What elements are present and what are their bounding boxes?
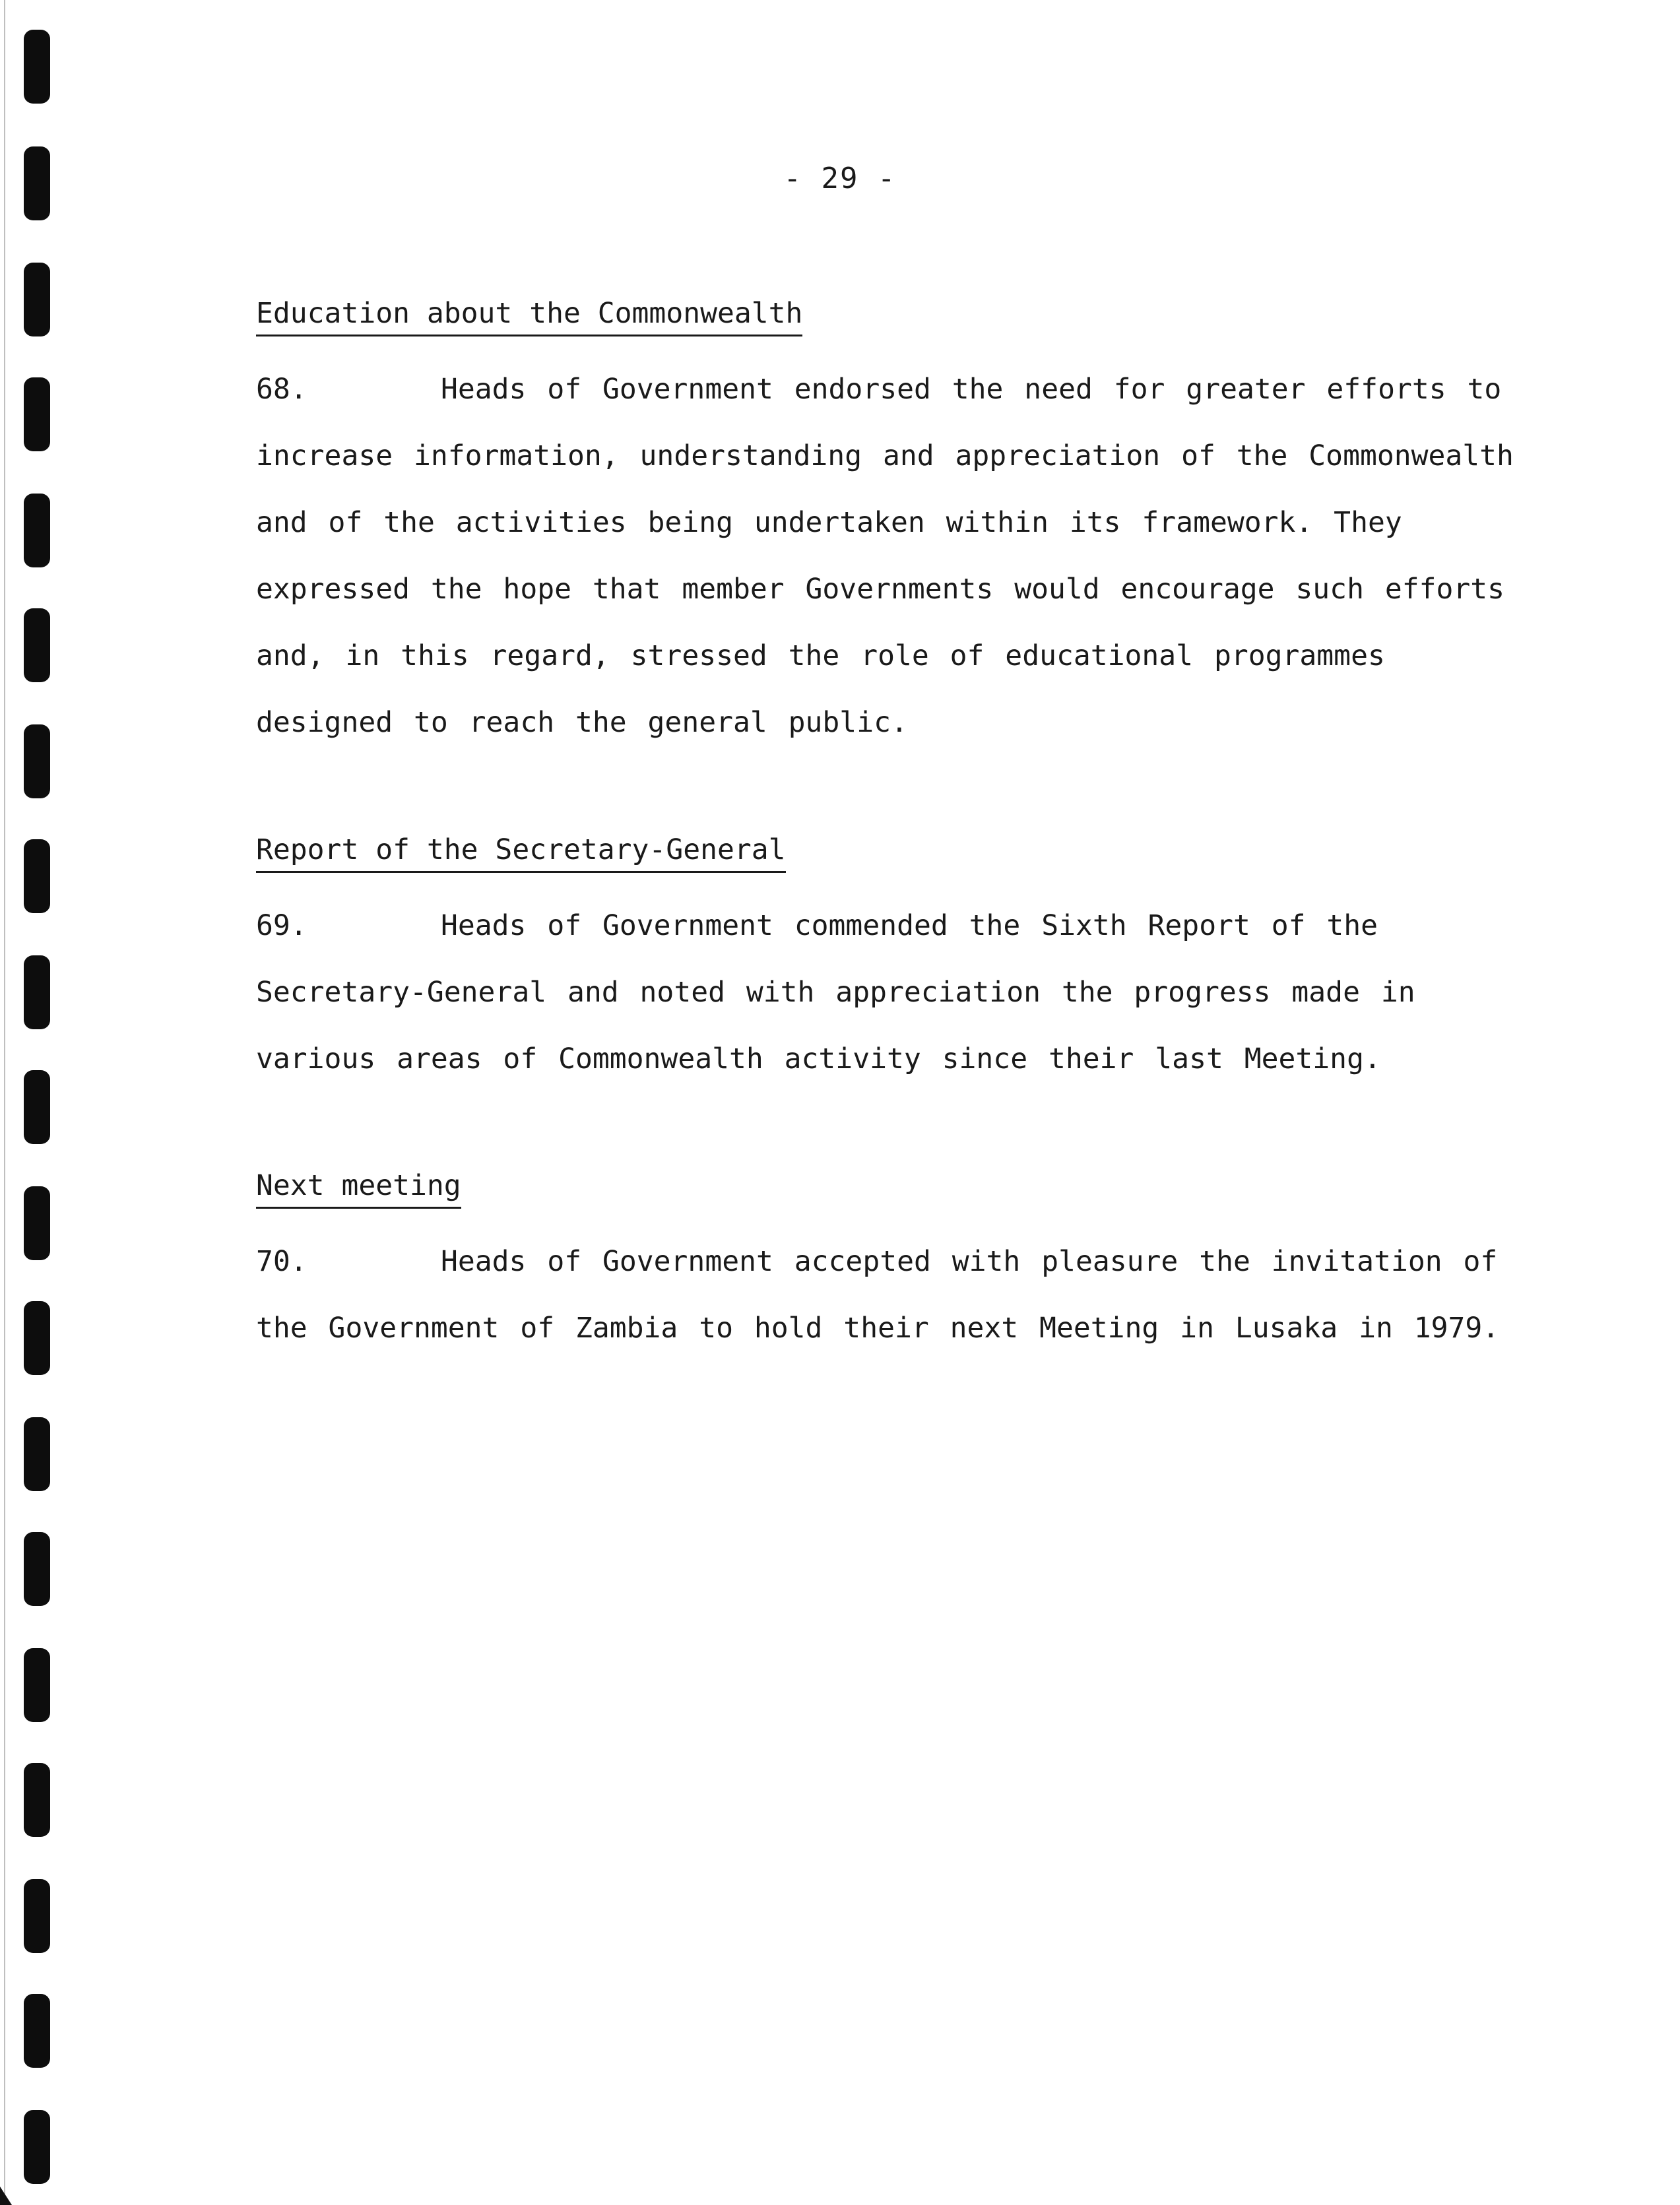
binding-hole <box>24 30 50 104</box>
binding-hole <box>24 1648 50 1722</box>
binding-hole <box>24 377 50 451</box>
paragraph <box>256 893 1536 1093</box>
binding-hole <box>24 955 50 1029</box>
paragraph-number: 68. <box>256 373 307 406</box>
binding-hole <box>24 1879 50 1953</box>
binding-hole <box>24 1532 50 1606</box>
page-number: - 29 - <box>783 162 897 195</box>
page-edge-line <box>4 0 5 2205</box>
binding-hole <box>24 839 50 913</box>
binding-hole <box>24 608 50 682</box>
paragraph-number: 70. <box>256 1245 307 1278</box>
paragraph-number: 69. <box>256 909 307 942</box>
paragraph-text: Heads of Government endorsed the need for greater efforts to increase information, understanding and appreciation of the Commonwealth and of the activities being undertaken within its framework. They expressed the hope that member Governments would encourage such efforts and, in this regard, stressed the role of educational programmes designed to reach the general public. <box>256 373 1514 739</box>
binding-hole <box>24 2110 50 2184</box>
binding-hole <box>24 1417 50 1491</box>
section-education <box>256 294 1536 756</box>
section-heading: Report of the Secretary-General <box>256 830 786 873</box>
section-heading: Education about the Commonwealth <box>256 294 802 336</box>
binding-hole <box>24 1301 50 1375</box>
paragraph-text: Heads of Government commended the Sixth Report of the Secretary-General and noted with appreciation the progress made in various areas of Commonwealth activity since their last Meeting. <box>256 909 1415 1075</box>
binding-hole <box>24 1070 50 1144</box>
paragraph <box>256 1229 1536 1362</box>
binding-hole <box>24 1186 50 1260</box>
binding-hole <box>24 1763 50 1837</box>
binding-hole <box>24 1994 50 2068</box>
binding-hole <box>24 494 50 567</box>
binding-hole <box>24 724 50 798</box>
paragraph <box>256 356 1536 756</box>
binding-strip <box>0 0 66 2205</box>
section-heading: Next meeting <box>256 1166 461 1209</box>
section-next-meeting <box>256 1166 1536 1362</box>
section-report <box>256 830 1536 1093</box>
corner-mark <box>0 2187 12 2205</box>
binding-hole <box>24 263 50 336</box>
paragraph-text: Heads of Government accepted with pleasure the invitation of the Government of Zambia to hold their next Meeting in Lusaka in 1979. <box>256 1245 1500 1345</box>
